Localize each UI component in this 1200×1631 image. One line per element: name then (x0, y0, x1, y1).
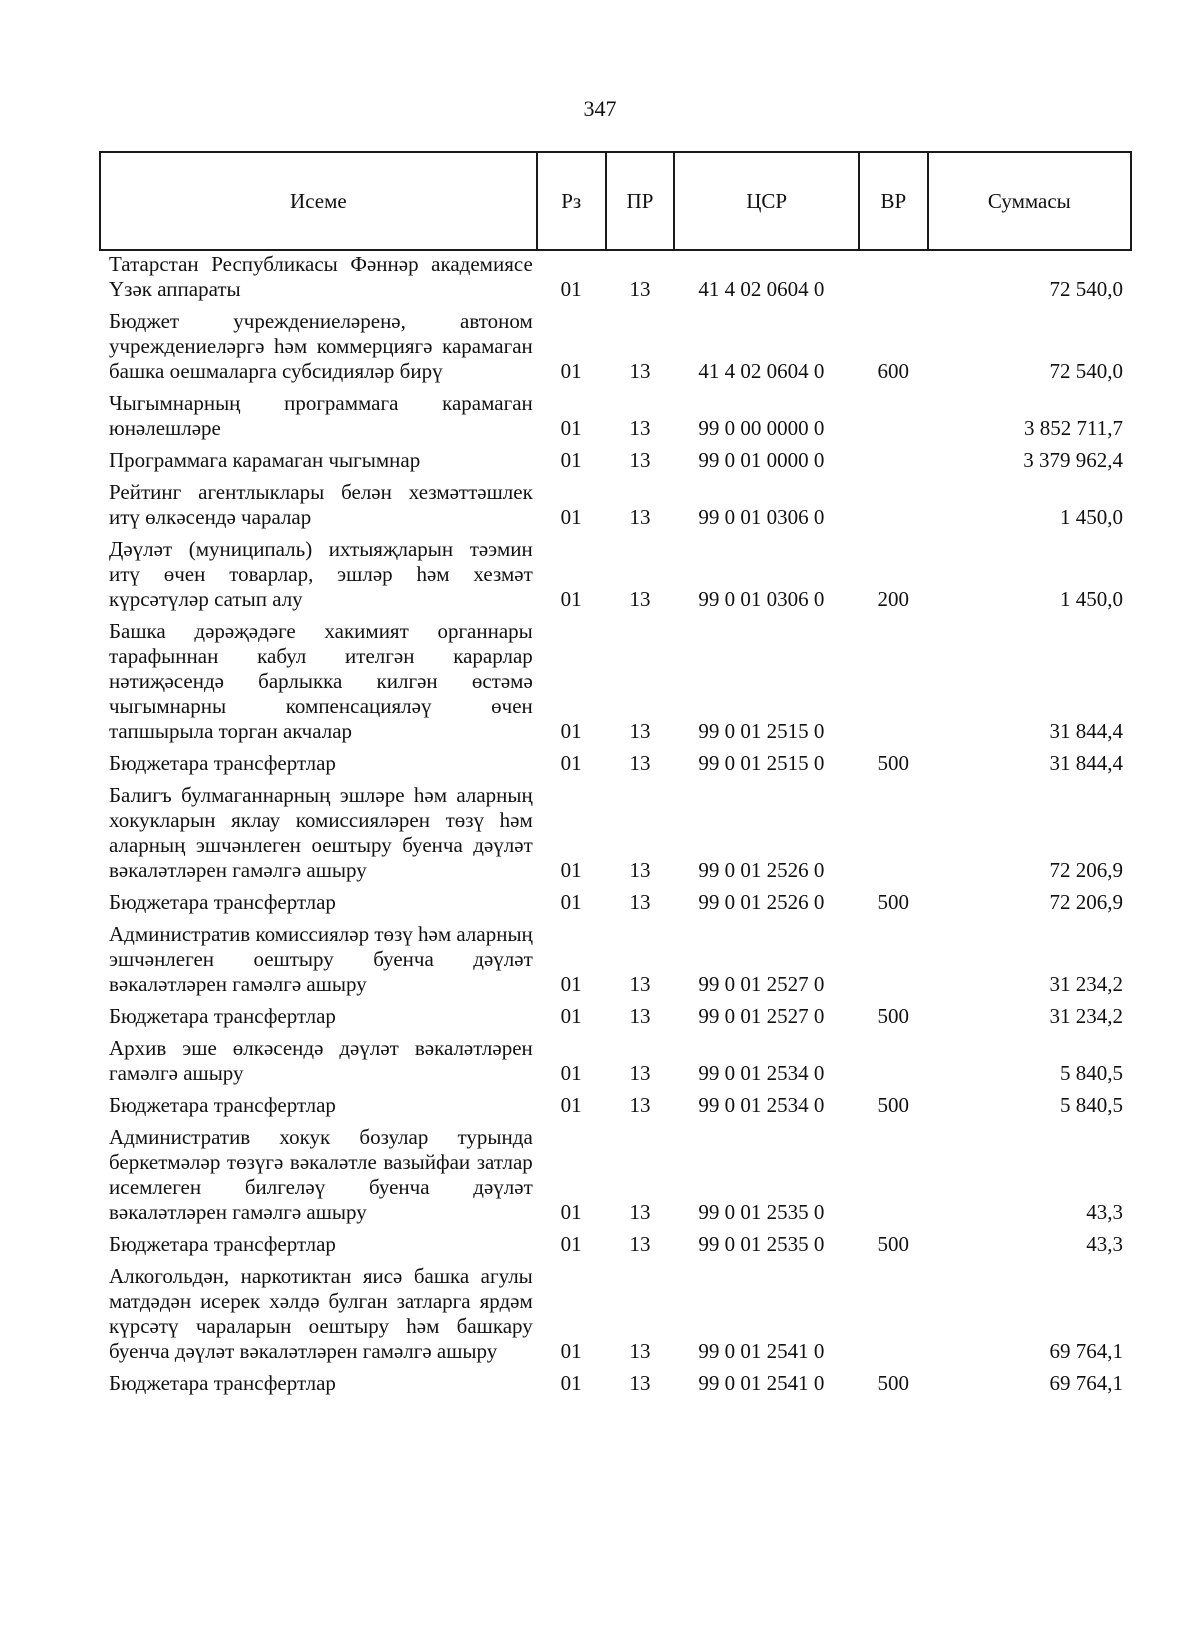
cell-pr: 13 (629, 1093, 651, 1117)
cell-csr: 41 4 02 0604 0 (698, 359, 825, 383)
cell-sum: 31 844,4 (1049, 719, 1123, 743)
header-csr: ЦСР (674, 152, 859, 250)
cell-pr: 13 (629, 890, 651, 914)
cell-csr: 99 0 01 2534 0 (698, 1061, 825, 1085)
cell-vr (859, 1035, 928, 1092)
cell-vr (859, 921, 928, 1003)
cell-sum: 5 840,5 (1060, 1093, 1123, 1117)
cell-name: Бюджетара трансфертлар (109, 890, 336, 914)
cell-rz: 01 (560, 359, 582, 383)
cell-sum: 1 450,0 (1060, 587, 1123, 611)
cell-pr: 13 (629, 719, 651, 743)
cell-rz: 01 (560, 277, 582, 301)
cell-vr (859, 390, 928, 447)
table-body (100, 250, 1131, 1402)
cell-rz: 01 (560, 751, 582, 775)
cell-rz: 01 (560, 1004, 582, 1028)
cell-vr (859, 782, 928, 889)
cell-csr: 99 0 00 0000 0 (698, 416, 825, 440)
cell-pr: 13 (629, 359, 651, 383)
cell-pr: 13 (629, 1004, 651, 1028)
cell-name: Чыгымнарның программага карамаган юнәлешләре (109, 391, 533, 440)
table-row (100, 1263, 1131, 1370)
cell-rz: 01 (560, 448, 582, 472)
header-pr: ПР (606, 152, 675, 250)
cell-sum: 31 234,2 (1049, 1004, 1123, 1028)
cell-sum: 72 206,9 (1049, 890, 1123, 914)
cell-rz: 01 (560, 1339, 582, 1363)
cell-vr (859, 447, 928, 479)
cell-vr (859, 479, 928, 536)
cell-sum: 1 450,0 (1060, 505, 1123, 529)
cell-csr: 99 0 01 2526 0 (698, 858, 825, 882)
cell-vr: 500 (877, 1371, 910, 1395)
header-row (100, 152, 1131, 250)
cell-csr: 99 0 01 2535 0 (698, 1232, 825, 1256)
cell-vr: 500 (877, 1093, 910, 1117)
cell-vr (859, 1124, 928, 1231)
cell-csr: 99 0 01 2534 0 (698, 1093, 825, 1117)
cell-name: Бюджетара трансфертлар (109, 1371, 336, 1395)
cell-pr: 13 (629, 751, 651, 775)
cell-csr: 99 0 01 2526 0 (698, 890, 825, 914)
cell-csr: 99 0 01 2541 0 (698, 1339, 825, 1363)
cell-pr: 13 (629, 1339, 651, 1363)
cell-name: Дәүләт (муниципаль) ихтыяҗларын тәэмин итү өчен товарлар, эшләр һәм хезмәт күрсәтүләр сатып алу (109, 537, 533, 611)
cell-rz: 01 (560, 416, 582, 440)
cell-csr: 99 0 01 0306 0 (698, 505, 825, 529)
cell-rz: 01 (560, 1232, 582, 1256)
cell-sum: 43,3 (1086, 1200, 1123, 1224)
cell-csr: 99 0 01 0306 0 (698, 587, 825, 611)
cell-vr: 200 (877, 587, 910, 611)
cell-name: Административ комиссияләр төзү һәм аларның эшчәнлеген оештыру буенча дәүләт вәкаләтләрен гамәлгә ашыру (109, 922, 533, 996)
cell-rz: 01 (560, 1093, 582, 1117)
cell-csr: 99 0 01 2527 0 (698, 1004, 825, 1028)
cell-name: Рейтинг агентлыклары белән хезмәттәшлек итү өлкәсендә чаралар (109, 480, 533, 529)
cell-pr: 13 (629, 277, 651, 301)
cell-sum: 69 764,1 (1049, 1371, 1123, 1395)
cell-vr: 600 (877, 359, 910, 383)
cell-rz: 01 (560, 505, 582, 529)
table-header (100, 152, 1131, 250)
cell-pr: 13 (629, 448, 651, 472)
table-row (100, 618, 1131, 750)
cell-rz: 01 (560, 858, 582, 882)
table-row (100, 782, 1131, 889)
cell-vr: 500 (877, 1004, 910, 1028)
cell-rz: 01 (560, 1061, 582, 1085)
cell-pr: 13 (629, 858, 651, 882)
table-row (100, 1370, 1131, 1402)
cell-pr: 13 (629, 416, 651, 440)
cell-csr: 99 0 01 2541 0 (698, 1371, 825, 1395)
cell-pr: 13 (629, 1200, 651, 1224)
cell-sum: 69 764,1 (1049, 1339, 1123, 1363)
cell-pr: 13 (629, 587, 651, 611)
cell-pr: 13 (629, 1061, 651, 1085)
table-row (100, 250, 1131, 308)
cell-name: Бюджетара трансфертлар (109, 1232, 336, 1256)
cell-rz: 01 (560, 719, 582, 743)
cell-csr: 99 0 01 2515 0 (698, 719, 825, 743)
table-row (100, 1003, 1131, 1035)
cell-name: Административ хокук бозулар турында беркетмәләр төзүгә вәкаләтле вазыйфаи затлар исемлеген билгеләү буенча дәүләт вәкаләтләрен гамәлгә ашыру (109, 1125, 533, 1224)
cell-sum: 31 844,4 (1049, 751, 1123, 775)
cell-name: Бюджет учреждениеләренә, автоном учреждениеләргә һәм коммерциягә карамаган башка оешмаларга субсидияләр бирү (109, 309, 533, 383)
cell-name: Башка дәрәҗәдәге хакимият органнары тарафыннан кабул ителгән карарлар нәтиҗәсендә барлыкка килгән өстәмә чыгымнарны компенсацияләү өчен тапшырыла торган акчалар (109, 619, 533, 743)
table-row (100, 390, 1131, 447)
cell-csr: 99 0 01 2527 0 (698, 972, 825, 996)
cell-sum: 3 852 711,7 (1024, 416, 1123, 440)
header-sum: Суммасы (928, 152, 1131, 250)
cell-sum: 72 540,0 (1049, 359, 1123, 383)
table-row (100, 1124, 1131, 1231)
cell-vr (859, 1263, 928, 1370)
cell-pr: 13 (629, 505, 651, 529)
cell-vr (859, 250, 928, 308)
header-vr: ВР (859, 152, 928, 250)
table-row (100, 921, 1131, 1003)
cell-name: Балигъ булмаганнарның эшләре һәм аларның хокукларын яклау комиссияләрен төзү һәм аларның эшчәнлеген оештыру буенча дәүләт вәкаләтләрен гамәлгә ашыру (109, 783, 533, 882)
cell-sum: 31 234,2 (1049, 972, 1123, 996)
cell-sum: 43,3 (1086, 1232, 1123, 1256)
cell-sum: 5 840,5 (1060, 1061, 1123, 1085)
table-row (100, 479, 1131, 536)
cell-pr: 13 (629, 972, 651, 996)
cell-sum: 3 379 962,4 (1023, 448, 1123, 472)
page-number: 347 (583, 96, 617, 121)
cell-vr: 500 (877, 751, 910, 775)
table-row (100, 1035, 1131, 1092)
cell-rz: 01 (560, 1200, 582, 1224)
cell-name: Татарстан Республикасы Фәннәр академиясе Үзәк аппараты (109, 252, 533, 301)
cell-csr: 99 0 01 0000 0 (698, 448, 825, 472)
cell-vr (859, 618, 928, 750)
cell-rz: 01 (560, 890, 582, 914)
cell-name: Программага карамаган чыгымнар (109, 448, 421, 472)
budget-table (99, 151, 1132, 1402)
cell-rz: 01 (560, 972, 582, 996)
cell-rz: 01 (560, 587, 582, 611)
table-row (100, 1231, 1131, 1263)
cell-sum: 72 540,0 (1049, 277, 1123, 301)
cell-vr: 500 (877, 1232, 910, 1256)
cell-name: Алкогольдән, наркотиктан яисә башка агулы матдәдән исерек хәлдә булган затларга ярдәм күрсәтү чараларын оештыру һәм башкару буенча дәүләт вәкаләтләрен гамәлгә ашыру (109, 1264, 533, 1363)
cell-csr: 99 0 01 2535 0 (698, 1200, 825, 1224)
cell-pr: 13 (629, 1232, 651, 1256)
cell-rz: 01 (560, 1371, 582, 1395)
cell-name: Архив эше өлкәсендә дәүләт вәкаләтләрен гамәлгә ашыру (109, 1036, 533, 1085)
table-row (100, 447, 1131, 479)
cell-vr: 500 (877, 890, 910, 914)
table-row (100, 536, 1131, 618)
cell-csr: 41 4 02 0604 0 (698, 277, 825, 301)
header-rz: Рз (537, 152, 606, 250)
cell-sum: 72 206,9 (1049, 858, 1123, 882)
header-name: Исеме (100, 152, 537, 250)
table-row (100, 750, 1131, 782)
table-row (100, 1092, 1131, 1124)
cell-pr: 13 (629, 1371, 651, 1395)
cell-name: Бюджетара трансфертлар (109, 1004, 336, 1028)
table-row (100, 308, 1131, 390)
table-row (100, 889, 1131, 921)
cell-csr: 99 0 01 2515 0 (698, 751, 825, 775)
cell-name: Бюджетара трансфертлар (109, 1093, 336, 1117)
cell-name: Бюджетара трансфертлар (109, 751, 336, 775)
